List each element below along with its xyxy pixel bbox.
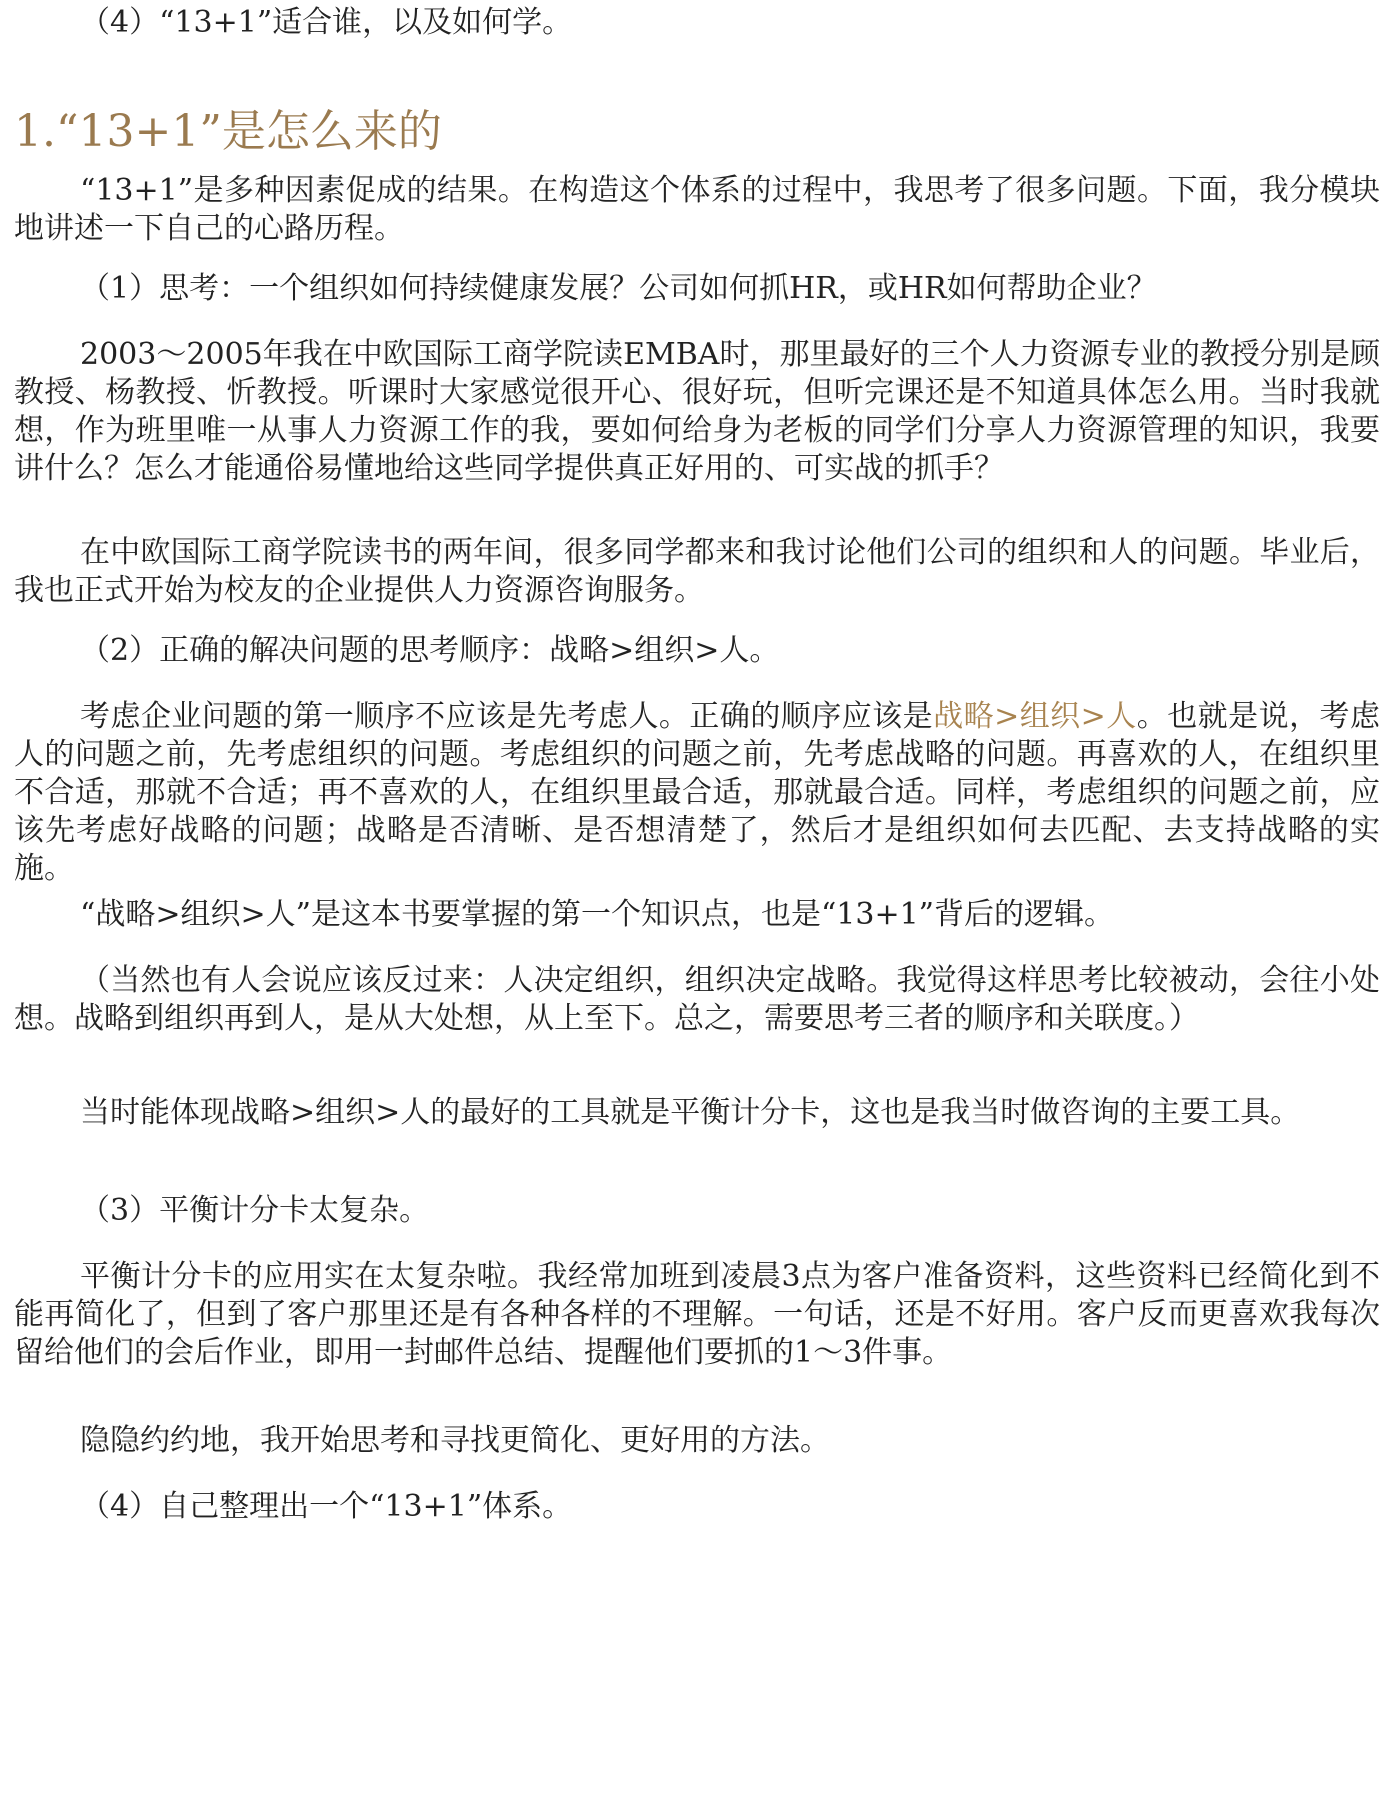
paragraph-order-text-1: 考虑企业问题的第一顺序不应该是先考虑人。正确的顺序应该是 (80, 699, 934, 734)
paragraph-first-knowledge-point: “战略>组织>人”是这本书要掌握的第一个知识点，也是“13+1”背后的逻辑。 (80, 897, 1115, 932)
paragraph-emba: 2003～2005年我在中欧国际工商学院读EMBA时，那里最好的三个人力资源专业的教授分别是顾教授、杨教授、忻教授。听课时大家感觉很开心、很好玩，但听完课还是不知道具体怎么用。当时我就想，作为班里唯一从事人力资源工作的我，要如何给身为老板的同学们分享人力资源管理的知识，我要讲什么？怎么才能通俗易懂地给这些同学提供真正好用的、可实战的抓手？ (14, 337, 1380, 486)
paragraph-balanced-scorecard: 当时能体现战略>组织>人的最好的工具就是平衡计分卡，这也是我当时做咨询的主要工具。 (80, 1095, 1301, 1130)
highlight-strategy-org-people: 战略>组织>人 (933, 699, 1137, 734)
paragraph-simpler-method: 隐隐约约地，我开始思考和寻找更简化、更好用的方法。 (80, 1423, 830, 1458)
paragraph-intro: “13+1”是多种因素促成的结果。在构造这个体系的过程中，我思考了很多问题。下面，我分模块地讲述一下自己的心路历程。 (14, 173, 1380, 246)
section-heading: 1.“13+1”是怎么来的 (14, 106, 442, 157)
question-4: （4）自己整理出一个“13+1”体系。 (80, 1489, 573, 1524)
question-3: （3）平衡计分卡太复杂。 (80, 1193, 430, 1228)
paragraph-too-complex: 平衡计分卡的应用实在太复杂啦。我经常加班到凌晨3点为客户准备资料，这些资料已经简化到不能再简化了，但到了客户那里还是有各种各样的不理解。一句话，还是不好用。客户反而更喜欢我每次留给他们的会后作业，即用一封邮件总结、提醒他们要抓的1～3件事。 (14, 1259, 1380, 1370)
paragraph-order (14, 698, 1380, 888)
paragraph-order-text-2: 。也就是说，考虑人的问题之前，先考虑组织的问题。考虑组织的问题之前，先考虑战略的问题。再喜欢的人，在组织里不合适，那就不合适；再不喜欢的人，在组织里最合适，那就最合适。同样，考虑组织的问题之前，应该先考虑好战略的问题；战略是否清晰、是否想清楚了，然后才是组织如何去匹配、去支持战略的实施。 (14, 699, 1381, 886)
list-item-who-and-how: （4）“13+1”适合谁，以及如何学。 (80, 5, 573, 40)
question-2: （2）正确的解决问题的思考顺序：战略>组织>人。 (80, 633, 780, 668)
question-1: （1）思考：一个组织如何持续健康发展？公司如何抓HR，或HR如何帮助企业？ (80, 271, 1157, 306)
paragraph-consulting: 在中欧国际工商学院读书的两年间，很多同学都来和我讨论他们公司的组织和人的问题。毕业后，我也正式开始为校友的企业提供人力资源咨询服务。 (14, 535, 1380, 608)
paragraph-aside: （当然也有人会说应该反过来：人决定组织，组织决定战略。我觉得这样思考比较被动，会往小处想。战略到组织再到人，是从大处想，从上至下。总之，需要思考三者的顺序和关联度。） (14, 963, 1380, 1036)
